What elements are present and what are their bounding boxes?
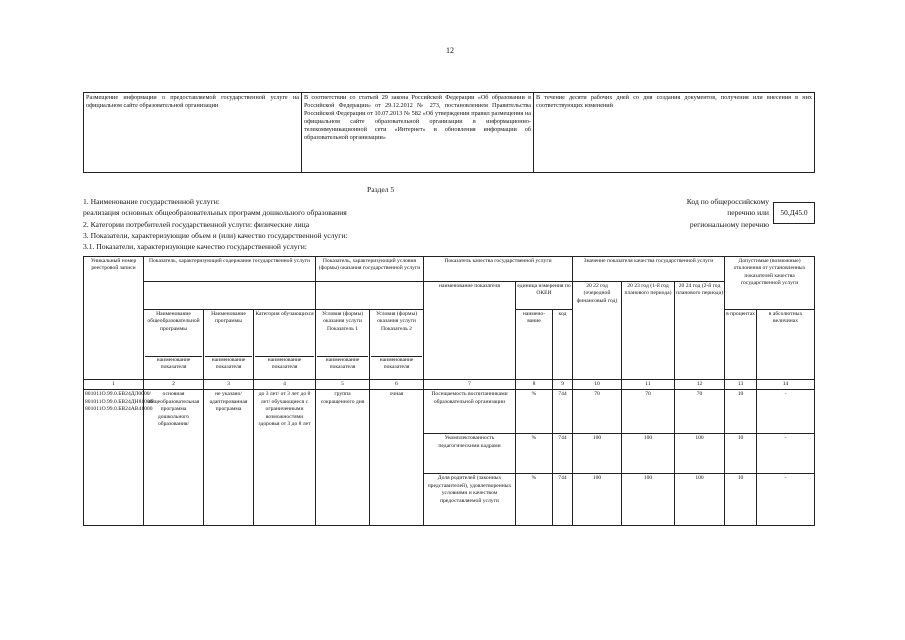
value-year-1: 70 [573, 390, 622, 434]
program-value: основная общеобразовательная программа дошкольного образования/ [144, 390, 204, 526]
indicator-name: Доля родителей (законных представителей), удовлетворенных условиями и качеством предоставляемой услуги [424, 474, 516, 526]
deviation-percent: 10 [725, 390, 757, 434]
subheader: наименование показателя [379, 357, 414, 371]
consumers: 2. Категории потребителей государственной услуги: физические лица [83, 220, 310, 229]
registry-number: 801011О.99.0.БВ24ДЛ0000/ 801011О.99.0.БВ24ДН81000/ 801011О.99.0.БВ24АВ41000 [84, 390, 144, 526]
column-number: 6 [370, 380, 424, 390]
header-values: Значение показателя качества государственной услуги [573, 257, 725, 282]
header-conditions: Показатель, характеризующий условия (формы) оказания государственной услуги [316, 257, 424, 282]
category-value: до 3 лет/ от 3 лет до 8 лет/ обучающиеся с ограниченными возможностями здоровья от 3 до 8 лет [254, 390, 316, 526]
quality-indicators-label: 3.1. Показатели, характеризующие качество государственной услуги: [83, 242, 307, 251]
header-unit: единица измерения по ОКЕИ [516, 282, 573, 310]
form-1-value: группа сокращенного дня [316, 390, 370, 526]
header-unit-name: наимено-вание [516, 310, 553, 380]
header-program-name: Наименование программы наименование показателя [204, 310, 254, 380]
top-cell-deadline: В течение десяти рабочих дней со дня создания документов, получения или внесения в них соответствующих изменений [534, 93, 815, 173]
code-label-2: перечню или [727, 208, 769, 217]
header-year-2: 20 23 год (1-й год планового периода) [622, 282, 675, 380]
column-number: 13 [725, 380, 757, 390]
value-year-1: 100 [573, 434, 622, 474]
column-number: 9 [553, 380, 573, 390]
column-number: 12 [675, 380, 725, 390]
unit-name: % [516, 434, 553, 474]
top-cell-law: В соответствии со статьей 29 закона Российской Федерации «Об образовании в Российской Федерации» от 29.12.2012 № 273, постановлением Правительства Российской Федерации от 10.07.2013 № 582 «Об утверждении правил размещения на официальном сайте образовательной организации в информационно-телекоммуникационной сети «Интернет» и обновления информации об образовательной организации» [302, 93, 534, 173]
indicator-name: Укомплектованность педагогическими кадрами [424, 434, 516, 474]
header-unit-code: код [553, 310, 573, 380]
header-year-1: 20 22 год (очередной финансовый год) [573, 282, 622, 380]
column-number: 4 [254, 380, 316, 390]
subheader: наименование показателя [325, 357, 360, 371]
indicators-label: 3. Показатели, характеризующие объем и (или) качество государственной услуги: [83, 231, 348, 240]
value-year-2: 70 [622, 390, 675, 434]
subheader: наименование показателя [156, 357, 191, 371]
indicator-name: Посещаемость воспитанниками образовательной организации [424, 390, 516, 434]
subheader: наименование показателя [267, 357, 302, 371]
value-year-3: 100 [675, 434, 725, 474]
deviation-absolute: - [757, 474, 815, 526]
column-number: 2 [144, 380, 204, 390]
deviation-percent: 10 [725, 434, 757, 474]
unit-code: 744 [553, 474, 573, 526]
service-name-label: 1. Наименование государственной услуги: [83, 197, 220, 206]
header-indicator-name: наименование показателя [424, 282, 516, 380]
code-label-1: Код по общероссийскому [686, 197, 769, 206]
header-percent: в процентах [725, 310, 757, 380]
form-2-value: очная [370, 390, 424, 526]
header-program: Наименование общеобразовательной программы наименование показателя [144, 310, 204, 380]
column-number: 7 [424, 380, 516, 390]
header-content: Показатель, характеризующий содержание государственной услуги [144, 257, 316, 282]
value-year-3: 70 [675, 390, 725, 434]
quality-table [83, 256, 815, 526]
subheader: наименование показателя [211, 357, 246, 371]
header-year-3: 20 24 год (2-й год планового периода) [675, 282, 725, 380]
column-number: 1 [84, 380, 144, 390]
header-absolute: в абсолютных величинах [757, 310, 815, 380]
header-quality: Показатель качества государственной услуги [424, 257, 573, 282]
column-number: 3 [204, 380, 254, 390]
column-number: 8 [516, 380, 553, 390]
section-title: Раздел 5 [367, 185, 395, 194]
value-year-2: 100 [622, 434, 675, 474]
code-label-3: региональному перечню [689, 220, 769, 229]
header-form-1: Условия (формы) оказания услуги Показатель 1 наименование показателя [316, 310, 370, 380]
registry-code-box: 50.Д45.0 [773, 202, 815, 224]
value-year-2: 100 [622, 474, 675, 526]
program-name-value: не указано/ адаптированная программа [204, 390, 254, 526]
column-number: 5 [316, 380, 370, 390]
header-form-2: Условия (формы) оказания услуги Показатель 2 наименование показателя [370, 310, 424, 380]
column-number: 14 [757, 380, 815, 390]
value-year-1: 100 [573, 474, 622, 526]
value-year-3: 100 [675, 474, 725, 526]
unit-name: % [516, 390, 553, 434]
column-number: 11 [622, 380, 675, 390]
column-number: 10 [573, 380, 622, 390]
header-deviation: Допустимые (возможные) отклонения от установленных показателей качества государственной услуги [725, 257, 815, 310]
service-name: реализация основных общеобразовательных программ дошкольного образования [83, 208, 347, 217]
unit-code: 744 [553, 434, 573, 474]
deviation-absolute: - [757, 434, 815, 474]
header-category: Категория обучающихся наименование показателя [254, 310, 316, 380]
unit-name: % [516, 474, 553, 526]
column-numbers-row [84, 380, 815, 390]
deviation-percent: 10 [725, 474, 757, 526]
table-row [84, 390, 815, 434]
header-registry: Уникальный номер реестровой записи [84, 257, 144, 380]
top-table [83, 92, 815, 173]
deviation-absolute: - [757, 390, 815, 434]
top-cell-info: Размещение информации о предоставляемой государственной услуге на официальном сайте образовательной организации [84, 93, 302, 173]
unit-code: 744 [553, 390, 573, 434]
page-number: 12 [446, 46, 454, 55]
